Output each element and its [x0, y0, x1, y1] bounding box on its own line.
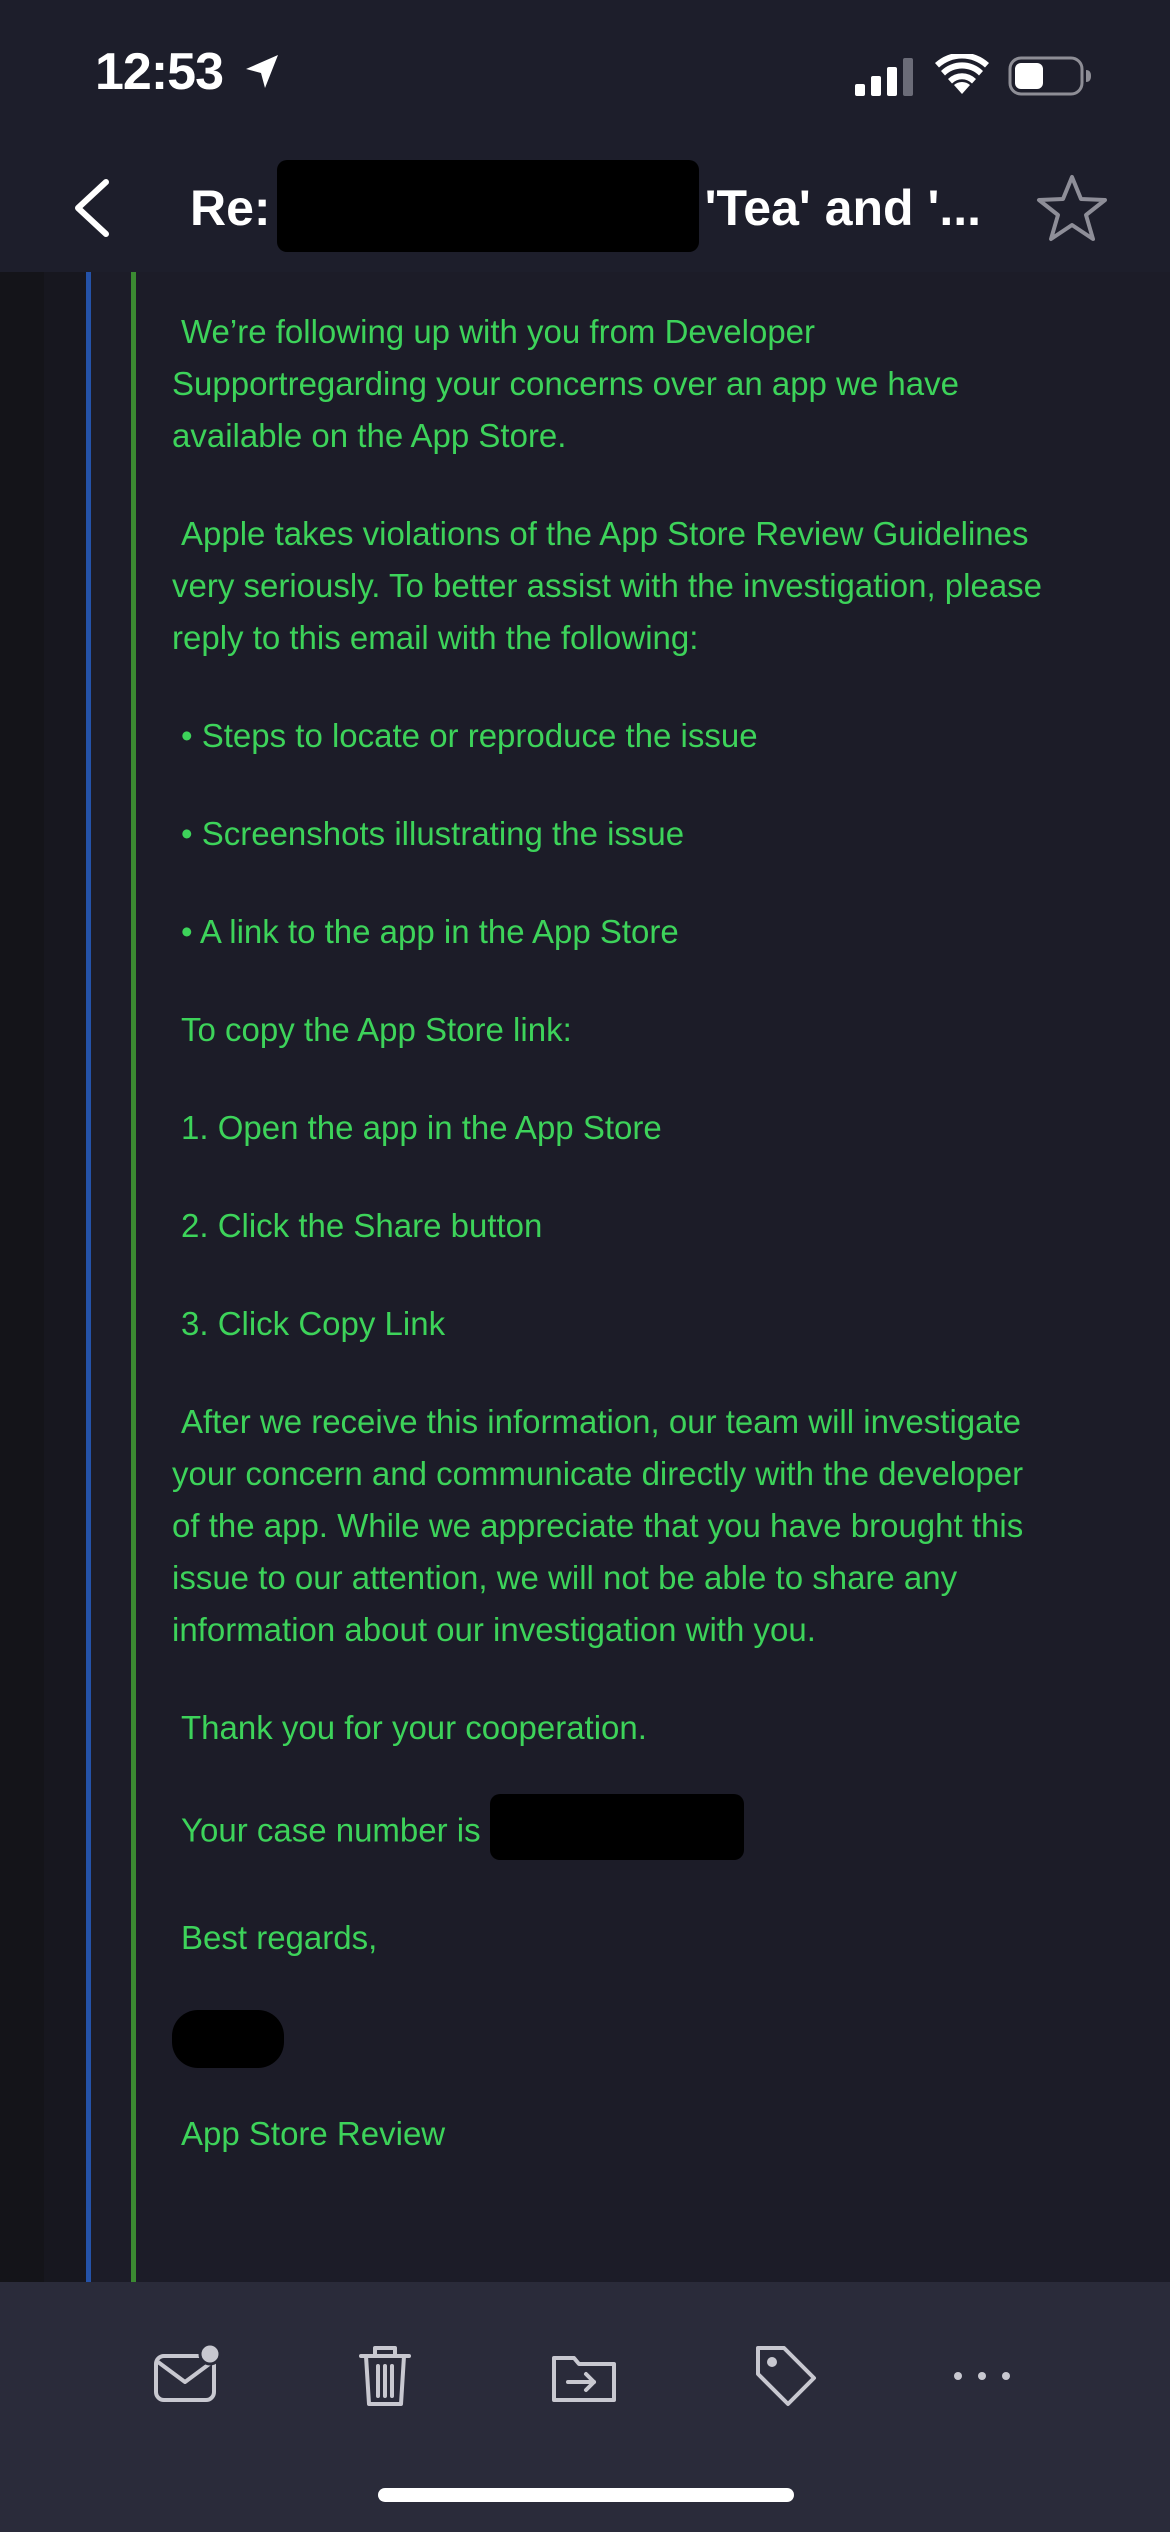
subject-suffix: 'Tea' and '... — [704, 180, 982, 236]
signature-line: App Store Review — [181, 2115, 446, 2152]
paragraph-followup: After we receive this information, our team will investigate your concern and communicate directly with the developer of the app. While we appreciate that you have brought this issue to our attention, we will not be able to share any information about our investigation with you. — [172, 1403, 1024, 1648]
step-1: 1. Open the app in the App Store — [181, 1109, 662, 1146]
step-3: 3. Click Copy Link — [181, 1305, 446, 1342]
battery-icon — [1008, 56, 1092, 96]
thanks-line: Thank you for your cooperation. — [181, 1709, 647, 1746]
email-subject — [190, 176, 1030, 240]
redacted-block — [172, 2010, 284, 2068]
back-chevron-icon[interactable] — [70, 178, 114, 238]
trash-icon[interactable] — [347, 2338, 423, 2414]
email-header — [0, 140, 1170, 272]
gutter — [0, 272, 44, 2282]
bullet-screenshots: • Screenshots illustrating the issue — [181, 815, 685, 852]
home-indicator[interactable] — [378, 2488, 794, 2502]
quote-line-outer — [86, 272, 91, 2282]
status-time: 12:53 — [95, 43, 223, 101]
cellular-signal-icon — [853, 58, 915, 96]
copy-link-intro: To copy the App Store link: — [181, 1011, 572, 1048]
email-body[interactable] — [0, 272, 1170, 2282]
tag-icon[interactable] — [748, 2338, 824, 2414]
star-icon[interactable] — [1036, 172, 1108, 244]
bullet-steps: • Steps to locate or reproduce the issue — [181, 717, 758, 754]
paragraph-guidelines: Apple takes violations of the App Store Review Guidelines very seriously. To better assist with the investigation, please reply to this email with the following: — [172, 515, 1043, 656]
quoted-message — [172, 306, 1052, 2160]
location-arrow-icon — [242, 52, 282, 92]
quote-line-inner — [131, 272, 136, 2282]
step-2: 2. Click the Share button — [181, 1207, 543, 1244]
status-bar — [0, 0, 1170, 140]
wifi-icon — [935, 54, 989, 96]
bullet-link: • A link to the app in the App Store — [181, 913, 679, 950]
subject-prefix: Re: — [190, 180, 271, 236]
paragraph-intro: We’re following up with you from Developer Supportregarding your concerns over an app we have available on the App Store. — [172, 313, 959, 454]
regards-line: Best regards, — [181, 1919, 378, 1956]
move-folder-icon[interactable] — [546, 2338, 622, 2414]
case-number-line — [172, 1800, 1052, 1866]
gutter-inner — [44, 272, 86, 2282]
case-number-label: Your case number is — [181, 1811, 481, 1849]
redacted-block — [277, 160, 699, 252]
redacted-block — [490, 1794, 744, 1860]
more-icon[interactable] — [944, 2338, 1020, 2414]
mail-unread-icon[interactable] — [150, 2338, 226, 2414]
